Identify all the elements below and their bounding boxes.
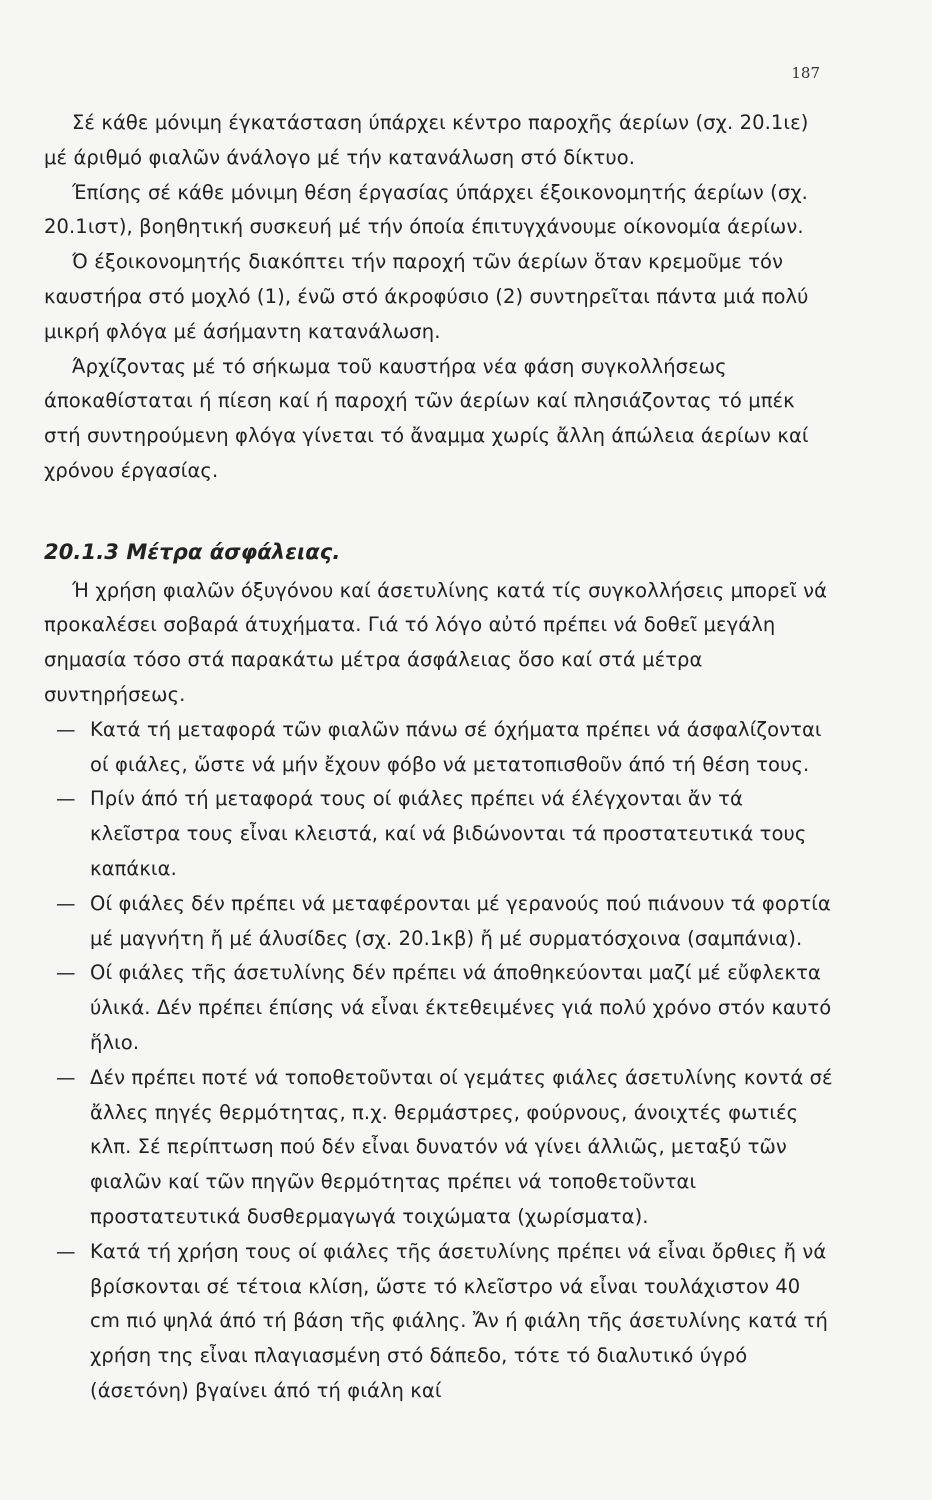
list-item <box>44 956 834 1060</box>
list-item-text: Οί φιάλες τῆς άσετυλίνης δέν πρέπει νά άποθηκεύονται μαζί μέ εὔφλεκτα ύλικά. Δέν πρέπει έπίσης νά εἶναι έκτεθειμένες γιά πολύ χρόνο στόν καυτό ἥλιο. <box>90 961 832 1054</box>
paragraph: Ό έξοικονομητής διακόπτει τήν παροχή τῶν άερίων ὅταν κρεμοῦμε τόν καυστήρα στό μοχλό (1), ένῶ στό άκροφύσιο (2) συντηρεῖται πάντα μιά πολύ μικρή φλόγα μέ άσήμαντη κατανάλωση. <box>44 250 809 343</box>
paragraph: Σέ κάθε μόνιμη έγκατάσταση ύπάρχει κέντρο παροχῆς άερίων (σχ. 20.1ιε) μέ άριθμό φιαλῶν άνάλογο μέ τήν κατανάλωση στό δίκτυο. <box>44 111 809 169</box>
safety-measures-list <box>44 713 834 1409</box>
paragraph: Άρχίζοντας μέ τό σήκωμα τοῦ καυστήρα νέα φάση συγκολλήσεως άποκαθίσταται ή πίεση καί ή παροχή τῶν άερίων καί πλησιάζοντας τό μπέκ στή συντηρούμενη φλόγα γίνεται τό ἄναμμα χωρίς ἄλλη άπώλεια άερίων καί χρόνου έργασίας. <box>44 354 809 482</box>
list-item <box>44 1235 834 1409</box>
page-number: 187 <box>791 64 820 82</box>
list-item-text: Πρίν άπό τή μεταφορά τους οί φιάλες πρέπει νά έλέγχονται ἄν τά κλεῖστρα τους εἶναι κλειστά, καί νά βιδώνονται τά προστατευτικά τους καπάκια. <box>90 787 807 880</box>
list-item-text: Κατά τή χρήση τους οί φιάλες τῆς άσετυλίνης πρέπει νά εἶναι ὄρθιες ἤ νά βρίσκονται σέ τέτοια κλίση, ὥστε τό κλεῖστρο νά εἶναι τουλάχιστον 40 cm πιό ψηλά άπό τή βάση τῆς φιάλης. Ἄν ή φιάλη τῆς άσετυλίνης κατά τή χρήση της εἶναι πλαγιασμένη στό δάπεδο, τότε τό διαλυτικό ύγρό (άσετόνη) βγαίνει άπό τή φιάλη καί <box>90 1239 828 1402</box>
list-item <box>44 713 834 783</box>
paragraph: Έπίσης σέ κάθε μόνιμη θέση έργασίας ύπάρχει έξοικονομητής άερίων (σχ. 20.1ιστ), βοηθητική συσκευή μέ τήν όποία έπιτυγχάνουμε οίκονομία άερίων. <box>44 180 808 239</box>
dash-bullet: — <box>56 717 76 741</box>
dash-bullet: — <box>56 1065 76 1089</box>
list-item <box>44 782 834 886</box>
section-heading: 20.1.3 Μέτρα άσφάλειας. <box>44 539 341 564</box>
list-item-text: Οί φιάλες δέν πρέπει νά μεταφέρονται μέ γερανούς πού πιάνουν τά φορτία μέ μαγνήτη ἤ μέ άλυσίδες (σχ. 20.1κβ) ἤ μέ συρματόσχοινα (σαμπάνια). <box>90 891 831 950</box>
section-intro: Ή χρήση φιαλῶν όξυγόνου καί άσετυλίνης κατά τίς συγκολλήσεις μπορεῖ νά προκαλέσει σοβαρά άτυχήματα. Γιά τό λόγο αὐτό πρέπει νά δοθεῖ μεγάλη σημασία τόσο στά παρακάτω μέτρα άσφάλειας ὅσο καί στά μέτρα συντηρήσεως. <box>44 578 828 706</box>
list-item-text: Δέν πρέπει ποτέ νά τοποθετοῦνται οί γεμάτες φιάλες άσετυλίνης κοντά σέ ἄλλες πηγές θερμότητας, π.χ. θερμάστρες, φούρνους, άνοιχτές φωτιές κλπ. Σέ περίπτωση πού δέν εἶναι δυνατόν νά γίνει άλλιῶς, μεταξύ τῶν φιαλῶν καί τῶν πηγῶν θερμότητας πρέπει νά τοποθετοῦνται προστατευτικά δυσθερμαγωγά τοιχώματα (χωρίσματα). <box>90 1065 833 1228</box>
dash-bullet: — <box>56 1239 76 1263</box>
list-item <box>44 1061 834 1235</box>
dash-bullet: — <box>56 891 76 915</box>
list-item-text: Κατά τή μεταφορά τῶν φιαλῶν πάνω σέ όχήματα πρέπει νά άσφαλίζονται οί φιάλες, ὥστε νά μήν ἔχουν φόβο νά μετατοπισθοῦν άπό τή θέση τους. <box>90 717 822 776</box>
list-item <box>44 887 834 957</box>
page-content <box>44 106 834 1409</box>
dash-bullet: — <box>56 787 76 811</box>
dash-bullet: — <box>56 961 76 985</box>
